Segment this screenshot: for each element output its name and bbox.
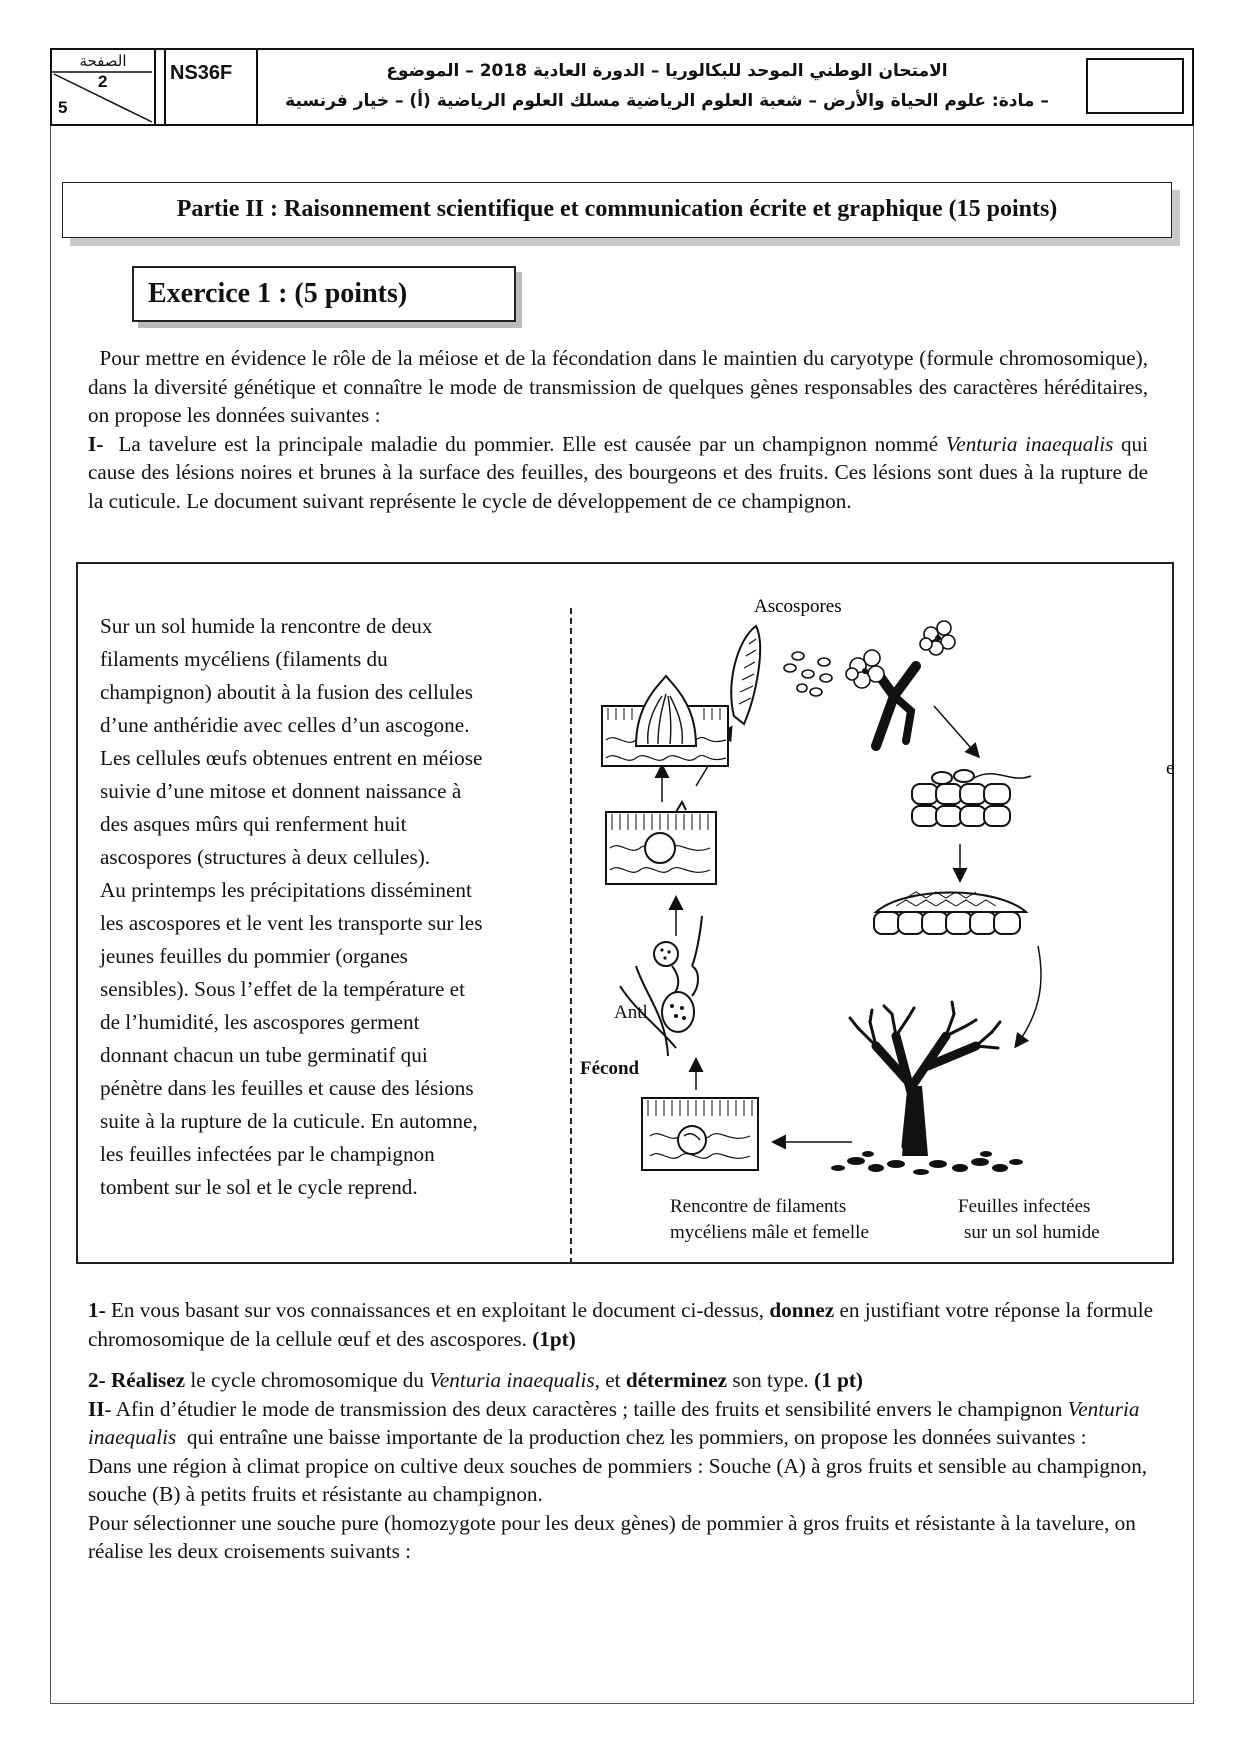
intro-paragraph [88, 344, 1148, 430]
doc-line: Au printemps les précipitations disséminent [100, 878, 472, 902]
doc-line: pénètre dans les feuilles et cause des lésions [100, 1076, 474, 1100]
doc-line: donnant chacun un tube germinatif qui [100, 1043, 428, 1067]
section-I-paragraph [88, 430, 1148, 516]
label-ascospores: Ascospores [754, 596, 842, 617]
apple-tree-drawing [831, 1002, 1023, 1175]
q2-text-a: le cycle chromosomique du [190, 1368, 424, 1392]
section-I-text-a: La tavelure est la principale maladie du pommier. Elle est causée par un champignon nommé [118, 431, 939, 456]
q2-text-b: , et [594, 1368, 621, 1392]
q2-verb1: Réalisez [110, 1368, 186, 1392]
intro-text [88, 344, 1148, 515]
label-antheridie: Antl [614, 1002, 648, 1023]
q2-points: (1 pt) [814, 1368, 863, 1392]
section-I-text-b: qui cause des lésions noires et brunes à la surface des feuilles, des bourgeons et des fruits. Ces lésions sont dues à la rupture de la cuticule. Le document suivant représente le cycle de développement de ce champignon. [88, 431, 1149, 513]
antheridium-ascogonium-drawing [620, 916, 702, 1056]
section-II-text-b: qui entraîne une baisse importante de la production chez les pommiers, on propose les données suivantes : [186, 1425, 1087, 1449]
page-number-box [52, 50, 156, 124]
doc-line: les feuilles infectées par le champignon [100, 1142, 435, 1166]
doc-line: suite à la rupture de la cuticule. En automne, [100, 1109, 478, 1133]
doc-line: Les cellules œufs obtenues entrent en méiose [100, 746, 483, 770]
doc-line: de l’humidité, les ascospores germent [100, 1010, 420, 1034]
doc-line: filaments mycéliens (filaments du [100, 647, 388, 671]
document-text [100, 610, 560, 1204]
part-title: Partie II : Raisonnement scientifique et communication écrite et graphique (15 points) [62, 182, 1172, 238]
doc-line: les ascospores et le vent les transporte sur les [100, 911, 483, 935]
section-II-paragraph [88, 1395, 1168, 1452]
leaf-lesion-drawing [874, 892, 1026, 934]
ascospores-drawing [784, 652, 832, 696]
label-fecondation: Fécond [580, 1058, 640, 1079]
label-feuilles-2: sur un sol humide [964, 1222, 1100, 1243]
q2-number: 2- [88, 1368, 106, 1392]
page-total: 5 [58, 98, 68, 117]
label-rencontre-1: Rencontre de filaments [670, 1196, 847, 1217]
section-II-para2: Dans une région à climat propice on cultive deux souches de pommiers : Souche (A) à gros fruits et sensible au champignon, souche (B) à petits fruits et résistante au champignon. [88, 1453, 1148, 1506]
page-label: الصفحة [79, 52, 127, 70]
section-I-marker: I- [88, 431, 104, 456]
q2-species: Venturia inaequalis [429, 1368, 595, 1392]
section-II-species: Venturia inaequalis [88, 1396, 1140, 1449]
life-cycle-diagram [576, 596, 1175, 1262]
grade-box [1086, 58, 1184, 114]
q1-verb: donnez [769, 1298, 835, 1322]
arrow-blossom-to-leaf [934, 706, 978, 756]
q1-text-a: En vous basant sur vos connaissances et en exploitant le document ci-dessus, [110, 1298, 765, 1322]
document-divider [570, 608, 572, 1264]
apple-blossom-drawing [846, 621, 955, 746]
doc-line: sensibles). Sous l’effet de la température et [100, 977, 465, 1001]
label-rencontre-2: mycéliens mâle et femelle [670, 1222, 869, 1243]
exercise-title: Exercice 1 : (5 points) [132, 266, 516, 322]
exam-title-line2: – مادة: علوم الحياة والأرض – شعبة العلوم الرياضية مسلك العلوم الرياضية (أ) – خيار فرنسية [285, 91, 1049, 111]
section-II-text-a: - Afin d’étudier le mode de transmission des deux caractères ; taille des fruits et sensibilité envers le champignon [104, 1396, 1063, 1421]
exam-title [282, 56, 1052, 116]
intro-para1: Pour mettre en évidence le rôle de la méiose et de la fécondation dans le maintien du caryotype (formule chromosomique), dans la diversité génétique et connaître le mode de transmission de quelques gènes responsables des caractères héréditaires, on propose les données suivantes : [88, 346, 1149, 427]
doc-line: champignon) aboutit à la fusion des cellules [100, 680, 474, 704]
doc-line: Sur un sol humide la rencontre de deux [100, 614, 433, 638]
doc-line: ascospores (structures à deux cellules). [100, 845, 431, 869]
q2-verb2: déterminez [625, 1368, 728, 1392]
question-2 [88, 1366, 1168, 1566]
label-feuilles-1: Feuilles infectées [958, 1196, 1091, 1217]
q1-text-b: en justifiant votre réponse la formule chromosomique de la cellule œuf et des ascospores. [88, 1298, 1154, 1351]
section-II-para3: Pour sélectionner une souche pure (homozygote pour les deux gènes) de pommier à gros fruits et résistante à la tavelure, on réalise les deux croisements suivants : [88, 1510, 1136, 1563]
section-I-species: Venturia inaequalis [945, 431, 1114, 456]
exam-header [50, 48, 1194, 126]
young-perithecium-drawing [606, 802, 716, 884]
q1-points: (1pt) [532, 1326, 576, 1351]
section-II-marker: II [88, 1396, 105, 1421]
doc-line: d’une anthéridie avec celles d’un ascogone. [100, 713, 470, 737]
doc-line: jeunes feuilles du pommier (organes [100, 944, 408, 968]
q2-text-c: son type. [732, 1368, 809, 1392]
exam-title-line1: الامتحان الوطني الموحد للبكالوريا – الدورة العادية 2018 – الموضوع [386, 61, 948, 81]
doc-line: tombent sur le sol et le cycle reprend. [100, 1175, 418, 1199]
label-edge-mark: e [1166, 758, 1175, 779]
q1-number: 1- [88, 1298, 106, 1322]
mycelium-meeting-drawing [642, 1098, 758, 1170]
exam-code: NS36F [164, 50, 258, 124]
question-1 [88, 1296, 1168, 1353]
doc-line: suivie d’une mitose et donnent naissance à [100, 779, 462, 803]
page-number: 2 [98, 72, 108, 91]
arrow-lesion-to-tree [1016, 946, 1041, 1046]
leaf-cells-drawing [912, 770, 1031, 826]
mature-perithecium-drawing [602, 676, 728, 766]
doc-line: des asques mûrs qui renferment huit [100, 812, 407, 836]
